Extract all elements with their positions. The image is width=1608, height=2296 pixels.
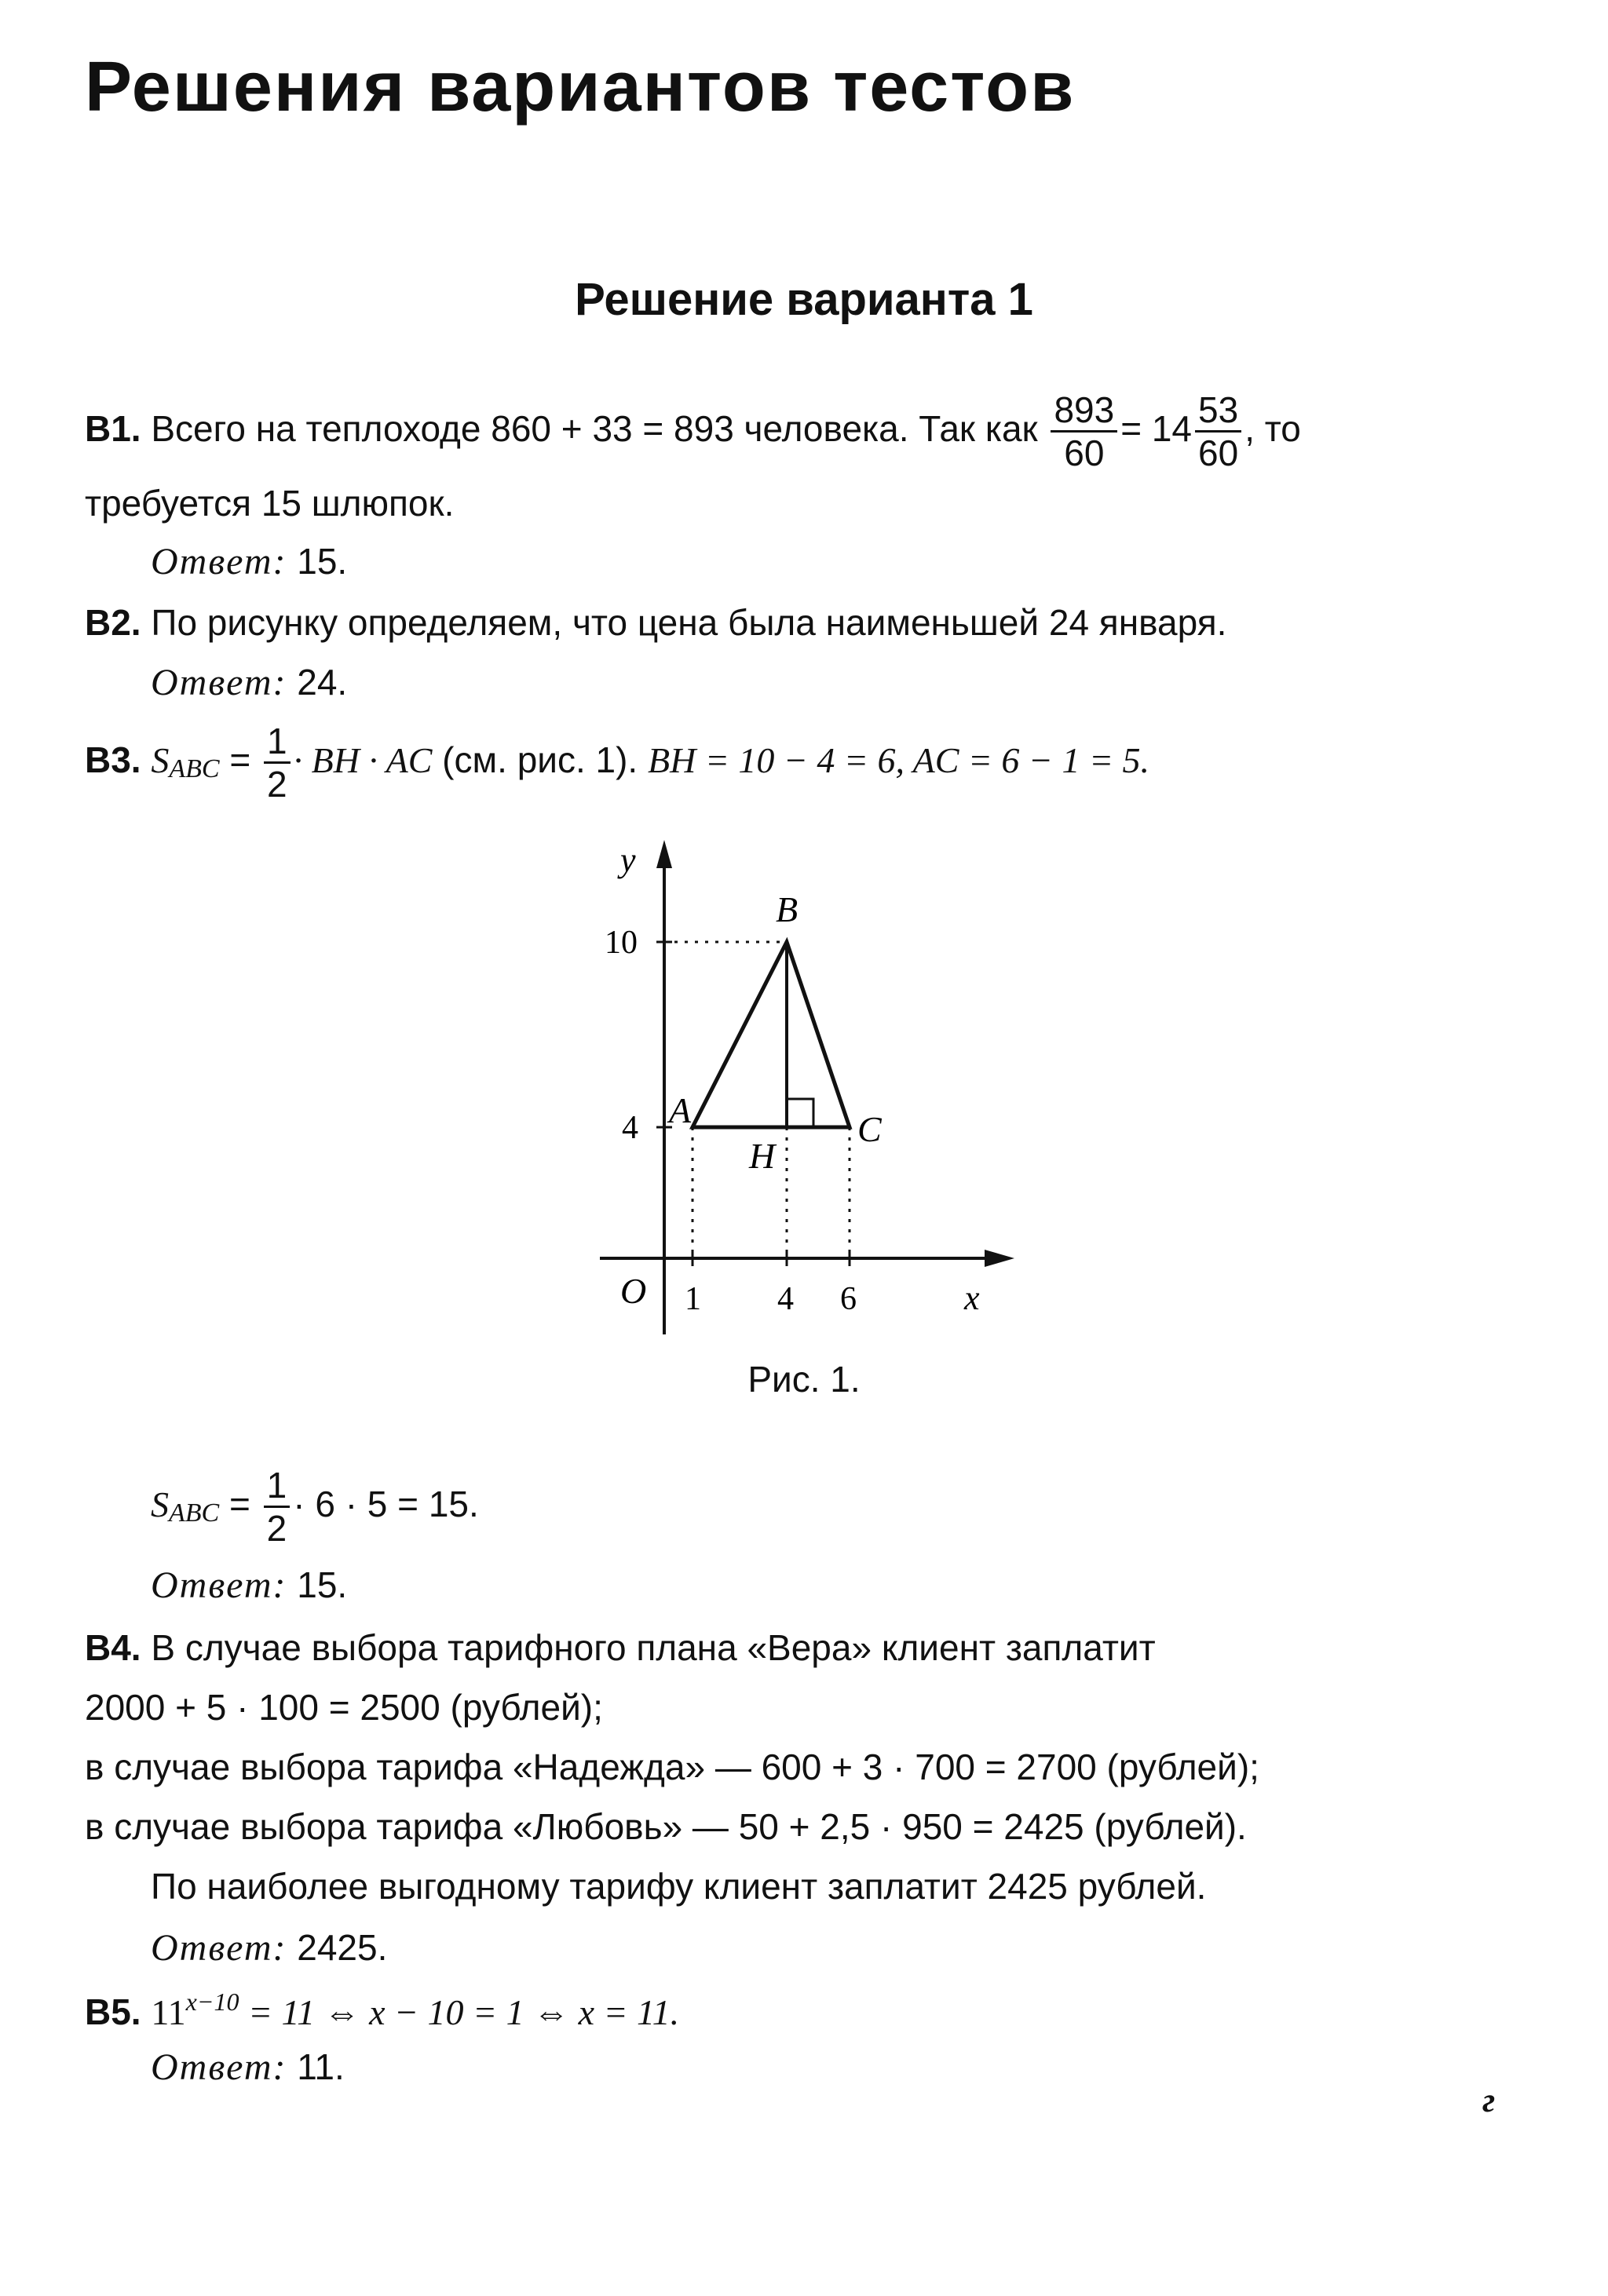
b4-text-3: в случае выбора тарифа «Надежда» — 600 + 3 · 700 = 2700 (рублей);: [85, 1747, 1259, 1787]
b2-answer-value: 24.: [297, 662, 348, 703]
point-label-h: H: [749, 1136, 776, 1176]
page-title: Решения вариантов тестов: [85, 48, 1076, 126]
b1-fraction-2: [1195, 391, 1241, 473]
section-title: Решение варианта 1: [575, 274, 1033, 325]
b1-answer: [151, 543, 347, 581]
b1-frac2-den: 60: [1198, 433, 1239, 474]
b4-answer-value: 2425.: [297, 1927, 388, 1968]
b1-line-1: [85, 391, 1301, 473]
b3-calc-eq: =: [219, 1483, 261, 1524]
b3-s-sub: ABC: [169, 754, 220, 783]
b3-eq: =: [219, 739, 261, 780]
b2-line: [85, 604, 1226, 641]
b5-base: 11: [151, 1992, 186, 2032]
b3-ref: (см. рис. 1).: [432, 739, 648, 780]
x-tick-label-4: 4: [777, 1281, 794, 1317]
x-tick-label-1: 1: [685, 1281, 701, 1317]
b2-text: По рисунку определяем, что цена была наименьшей 24 января.: [151, 602, 1227, 643]
b3-half-num: 1: [264, 722, 291, 764]
b3-calc-half-num: 1: [264, 1466, 291, 1508]
axis-x-label: x: [964, 1279, 980, 1317]
b4-text-4: в случае выбора тарифа «Любовь» — 50 + 2,5 · 950 = 2425 (рублей).: [85, 1806, 1247, 1847]
b1-frac2-num: 53: [1195, 391, 1241, 433]
b5-answer: [151, 2046, 345, 2088]
b3-half: [264, 722, 291, 804]
answer-label: Ответ:: [151, 1564, 287, 1606]
b3-calc-rest: · 6 · 5 = 15.: [293, 1483, 479, 1524]
b3-answer-value: 15.: [297, 1564, 348, 1605]
b1-tail: , то: [1244, 407, 1301, 449]
b3-calc-s: S: [151, 1484, 169, 1524]
origin-label: O: [620, 1271, 647, 1311]
y-tick-label-10: 10: [605, 925, 638, 961]
b3-line: [85, 722, 1149, 804]
figure-caption: Рис. 1.: [747, 1359, 861, 1400]
figure-1: [581, 840, 1021, 1350]
b4-text-5: По наиболее выгодному тарифу клиент заплатит 2425 рублей.: [151, 1866, 1207, 1907]
b4-text-1: В случае выбора тарифного плана «Вера» клиент заплатит: [151, 1627, 1156, 1668]
page-mark: г: [1482, 2081, 1496, 2119]
b1-text-1: Всего на теплоходе 860 + 33 = 893 человека. Так как: [151, 407, 1038, 449]
b1-answer-value: 15.: [297, 541, 348, 582]
b4-line-1: [85, 1627, 1156, 1668]
b3-label: B3.: [85, 739, 141, 780]
b1-frac1-num: 893: [1051, 391, 1117, 433]
b3-calc-s-sub: ABC: [169, 1498, 220, 1528]
b3-calc: [151, 1466, 479, 1548]
answer-label: Ответ:: [151, 662, 287, 703]
y-axis-arrow: [656, 840, 672, 868]
b1-fraction-1: [1051, 391, 1117, 473]
b3-expr-1: · BH · AC: [293, 739, 433, 780]
b3-calc-half-den: 2: [266, 1508, 287, 1550]
b3-calc-half: [264, 1466, 291, 1548]
b2-answer: [151, 664, 347, 702]
axis-y-label: y: [620, 841, 636, 879]
b4-label: B4.: [85, 1627, 141, 1668]
b1-label: B1.: [85, 407, 141, 449]
triangle-abc: [693, 942, 850, 1127]
y-tick-label-4: 4: [622, 1110, 638, 1146]
b3-expr-2: BH = 10 − 4 = 6, AC = 6 − 1 = 5.: [648, 739, 1150, 780]
b5-label: B5.: [85, 1991, 141, 2032]
b5-rest: = 11 ⇔ x − 10 = 1 ⇔ x = 11.: [239, 1992, 680, 2032]
b3-half-den: 2: [267, 764, 287, 805]
answer-label: Ответ:: [151, 541, 287, 582]
b5-exponent: x−10: [185, 1988, 239, 2016]
b4-answer: [151, 1929, 387, 1967]
b2-label: B2.: [85, 602, 141, 643]
point-label-c: C: [857, 1109, 882, 1149]
b1-frac1-den: 60: [1064, 433, 1105, 474]
b4-text-2: 2000 + 5 · 100 = 2500 (рублей);: [85, 1687, 603, 1728]
b1-eq: = 14: [1120, 407, 1193, 449]
x-tick-label-6: 6: [840, 1281, 857, 1317]
answer-label: Ответ:: [151, 1927, 287, 1969]
answer-label: Ответ:: [151, 2046, 287, 2088]
right-angle-mark: [787, 1099, 813, 1127]
point-label-b: B: [776, 889, 799, 929]
b5-line: [85, 1989, 679, 2031]
b3-s: S: [151, 739, 170, 780]
b1-text-2: требуется 15 шлюпок.: [85, 483, 455, 524]
b3-answer: [151, 1564, 348, 1606]
b5-answer-value: 11.: [297, 2046, 345, 2087]
x-axis-arrow: [985, 1250, 1014, 1267]
point-label-a: A: [669, 1090, 692, 1130]
